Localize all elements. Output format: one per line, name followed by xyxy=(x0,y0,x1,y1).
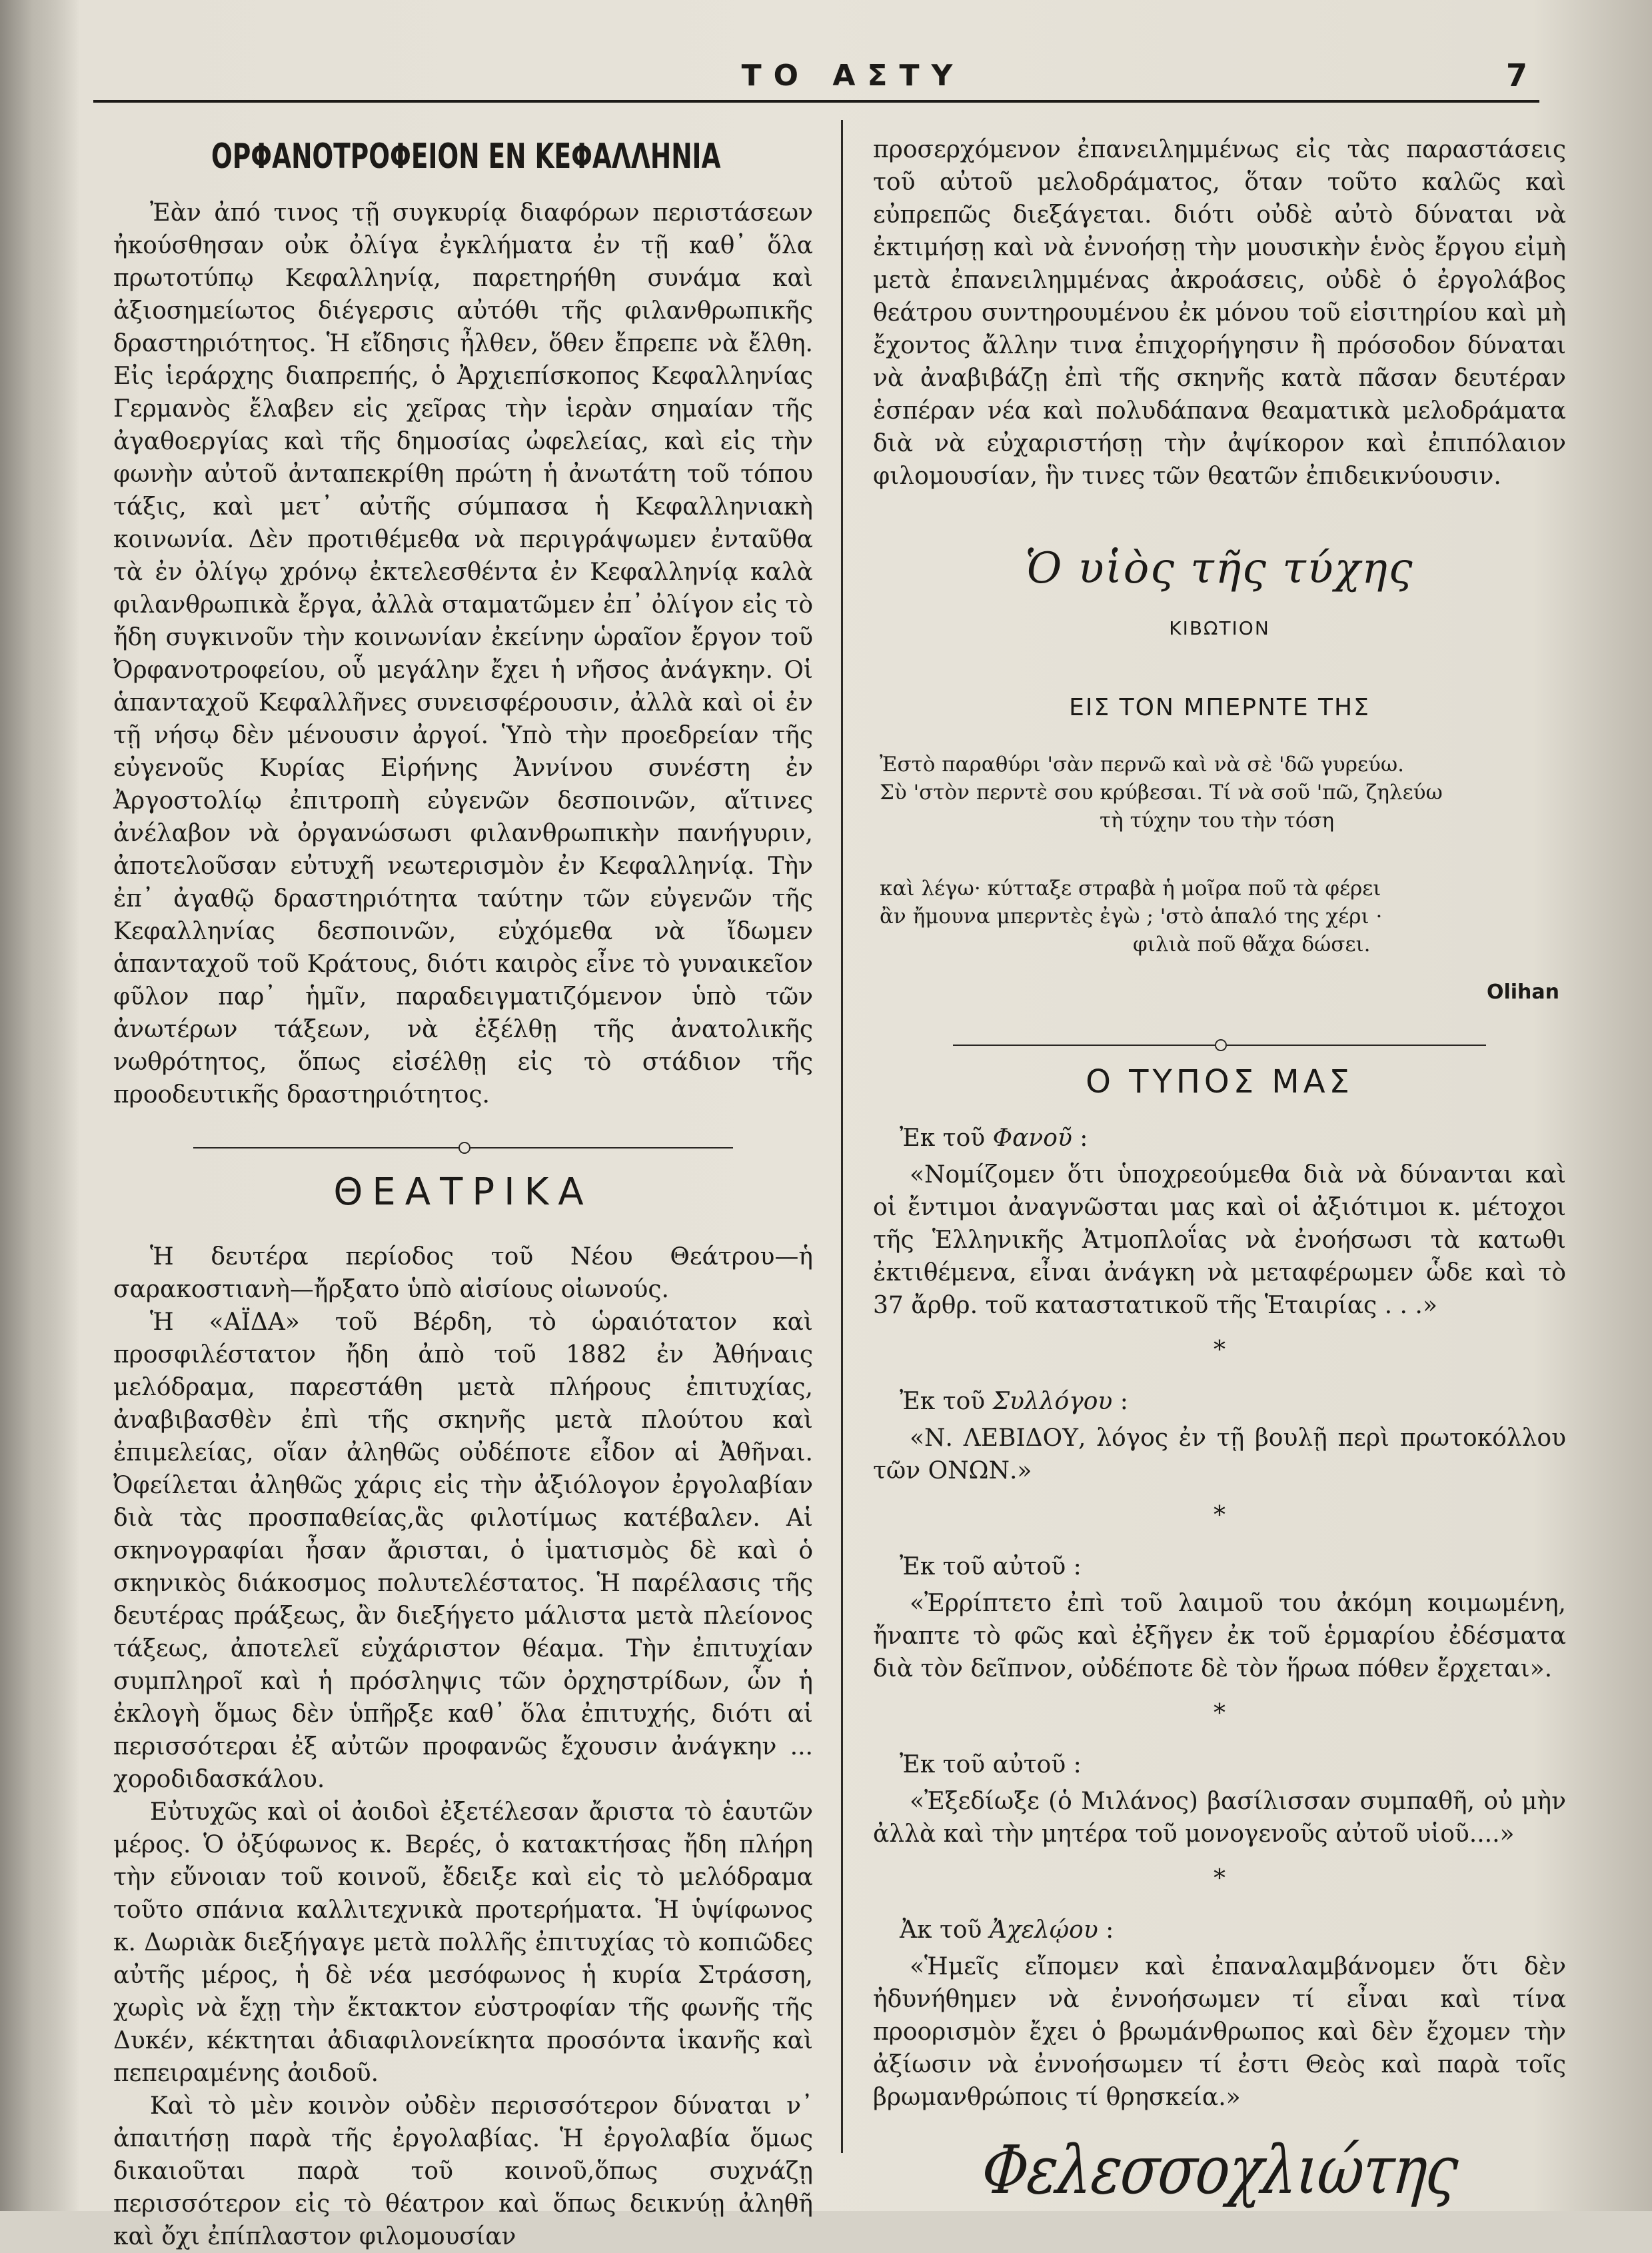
left-column xyxy=(113,130,813,2253)
section-divider xyxy=(873,1035,1566,1055)
press-quote: «Νομίζομεν ὅτι ὑποχρεούμεθα διὰ νὰ δύνανται καὶ οἱ ἔντιμοι ἀναγνῶσται μας καὶ οἱ ἀξιότιμοι κ. μέτοχοι τῆς Ἑλληνικῆς Ἀτμοπλοΐας νὰ ἐνοήσωσι τὰ κατωθι ἐκτιθέμενα, εἶναι ἀνάγκη νὰ μεταφέρωμεν ὧδε καὶ τὸ 37 ἄρθρ. τοῦ καταστατικοῦ τῆς Ἑταιρίας . . .» xyxy=(873,1161,1566,1319)
source-suffix: : xyxy=(1098,1916,1114,1944)
article-paragraph: Ἐὰν ἀπό τινος τῇ συγκυρίᾳ διαφόρων περιστάσεων ἠκούσθησαν οὐκ ὀλίγα ἐγκλήματα ἐν τῇ καθ᾽ ὅλα πρωτοτύπῳ Κεφαλληνίᾳ, παρετηρήθη συνάμα καὶ ἀξιοσημείωτος διέγερσις αὐτόθι τῆς φιλανθρωπικῆς δραστηριότητος. Ἡ εἴδησις ἦλθεν, ὅθεν ἔπρεπε νὰ ἔλθη. Εἰς ἱεράρχης διαπρεπής, ὁ Ἀρχιεπίσκοπος Κεφαλληνίας Γερμανὸς ἔλαβεν εἰς χεῖρας τὴν ἱερὰν σημαίαν τῆς ἀγαθοεργίας καὶ τῆς δημοσίας ὠφελείας, καὶ εἰς τὴν φωνὴν αὐτοῦ ἀνταπεκρίθη πρώτη ἡ ἀνωτάτη τοῦ τόπου τάξις, καὶ μετ᾽ αὐτῆς σύμπασα ἡ Κεφαλληνιακὴ κοινωνία. Δὲν προτιθέμεθα νὰ περιγράψωμεν ἐνταῦθα τὰ ἐν ὀλίγῳ χρόνῳ ἐκτελεσθέντα ἐν Κεφαλληνίᾳ καλὰ φιλανθρωπικὰ ἔργα, ἀλλὰ σταματῶμεν ἐπ᾽ ὀλίγον εἰς τὸ ἤδη συγκινοῦν τὴν κοινωνίαν ἐκείνην ὡραῖον ἔργον τοῦ Ὀρφανοτροφείου, οὗ μεγάλην ἔχει ἡ νῆσος ἀνάγκην. Οἱ ἁπανταχοῦ Κεφαλλῆνες συνεισφέρουσιν, ἀλλὰ καὶ οἱ ἐν τῇ νήσῳ δὲν μένουσιν ἀργοί. Ὑπὸ τὴν προεδρείαν τῆς εὐγενοῦς Κυρίας Εἰρήνης Ἀννίνου συνέστη ἐν Ἀργοστολίῳ ἐπιτροπὴ εὐγενῶν δεσποινῶν, αἵτινες ἀνέλαβον νὰ ὀργανώσωσι φιλανθρωπικὴν πανήγυριν, ἀποτελοῦσαν εὐτυχῆ νεωτερισμὸν ἐν Κεφαλληνίᾳ. Τὴν ἐπ᾽ ἀγαθῷ δραστηριότητα ταύτην τῶν εὐγενῶν τῆς Κεφαλληνίας δεσποινῶν, εὐχόμεθα νὰ ἴδωμεν ἁπανταχοῦ τοῦ Κράτους, διότι καιρὸς εἶνε τὸ γυναικεῖον φῦλον παρ᾽ ἡμῖν, παραδειγματιζόμενον ὑπὸ τῶν ἀνωτέρων τάξεων, νὰ ἐξέλθῃ τῆς ἀνατολικῆς νωθρότητος, ὅπως εἰσέλθῃ εἰς τὸ στάδιον τῆς προοδευτικῆς δραστηριότητος. xyxy=(113,199,813,1109)
source-prefix: Ἐκ τοῦ xyxy=(900,1388,993,1415)
poem-line: καὶ λέγω· κύτταξε στραβὰ ἡ μοῖρα ποῦ τὰ φέρει xyxy=(880,877,1381,901)
poem-line: ἂν ἤμουνα μπερντὲς ἐγὼ ; 'στὸ ἁπαλό της χέρι · xyxy=(880,905,1383,929)
press-item xyxy=(873,1385,1566,1487)
section-label: ΚΙΒΩΤΙΟΝ xyxy=(1169,617,1270,639)
source-prefix: Ἐκ τοῦ xyxy=(900,1125,993,1152)
handwritten-signoff: Ὁ υἱὸς τῆς τύχης xyxy=(1025,544,1414,593)
header-rule xyxy=(93,100,1539,103)
press-source: Ἐκ τοῦ αὐτοῦ : xyxy=(900,1553,1082,1580)
press-item xyxy=(873,1122,1566,1322)
press-quote: «Ἐξεδίωξε (ὁ Μιλάνος) βασίλισσαν συμπαθῆ, οὐ μὴν ἀλλὰ καὶ τὴν μητέρα τοῦ μονογενοῦς αὐτοῦ υἱοῦ....» xyxy=(873,1788,1566,1848)
poem-stanza-gap xyxy=(880,835,1566,875)
press-section-title: Ο ΤΥΠΟΣ ΜΑΣ xyxy=(1086,1063,1353,1101)
source-name: Ἀχελῴου xyxy=(989,1916,1098,1944)
divider-ornament xyxy=(458,1142,470,1154)
article-paragraph: Ἡ δευτέρα περίοδος τοῦ Νέου Θεάτρου—ἡ σαρακοστιανὴ—ἤρξατο ὑπὸ αἰσίους οἰωνούς. xyxy=(113,1243,813,1303)
source-suffix: : xyxy=(1072,1125,1088,1152)
poem xyxy=(880,751,1566,959)
star-separator: * xyxy=(1214,1336,1226,1364)
poem-line: φιλιὰ ποῦ θἄχα δώσει. xyxy=(1133,933,1371,957)
press-quote: «Ἐρρίπτετο ἐπὶ τοῦ λαιμοῦ του ἀκόμη κοιμωμένη, ἤναπτε τὸ φῶς καὶ ἐξῆγεν ἐκ τοῦ ἑρμαρίου ἐδέσματα διὰ τὸν δεῖπνον, οὐδέποτε δὲ τὸν ἥρωα πόθεν ἔρχεται». xyxy=(873,1590,1566,1682)
article-paragraph: Ἡ «ΑΪΔΑ» τοῦ Βέρδη, τὸ ὡραιότατον καὶ προσφιλέστατον ἤδη ἀπὸ τοῦ 1882 ἐν Ἀθήναις μελόδραμα, παρεστάθη μετὰ πλήρους ἐπιτυχίας, ἀναβιβασθὲν ἐπὶ τῆς σκηνῆς μετὰ πλούτου καὶ ἐπιμελείας, οἵαν ἀληθῶς οὐδέποτε εἶδον αἱ Ἀθῆναι. Ὀφείλεται ἀληθῶς χάρις εἰς τὴν ἀξιόλογον ἐργολαβίαν διὰ τὰς προσπαθείας,ἃς φιλοτίμως κατέβαλεν. Αἱ σκηνογραφίαι ἦσαν ἄρισται, ὁ ἱματισμὸς δὲ καὶ ὁ σκηνικὸς διάκοσμος πολυτελέστατος. Ἡ παρέλασις τῆς δευτέρας πράξεως, ἂν διεξήγετο μάλιστα μετὰ πλείονος τάξεως, ἀποτελεῖ εὐχάριστον θέαμα. Τὴν ἐπιτυχίαν συμπληροῖ καὶ ἡ πρόσληψις τῶν ὀρχηστρίδων, ὧν ἡ ἐκλογὴ ὅμως δὲν ὑπῆρξε καθ᾽ ὅλα ἐπιτυχής, διότι αἱ περισσότεραι ἐξ αὐτῶν προφανῶς ἔχουσιν ἀνάγκην ... χοροδιδασκάλου. xyxy=(113,1308,813,1793)
press-quote: «Ἡμεῖς εἴπομεν καὶ ἐπαναλαμβάνομεν ὅτι δὲν ἠδυνήθημεν νὰ ἐννοήσωμεν τί εἶναι καὶ τίνα προορισμὸν ἔχει ὁ βρωμάνθρωπος καὶ δὲν ἔχομεν τὴν ἀξίωσιν νὰ ἐννοήσωμεν τί ἐστι Θεὸς καὶ παρὰ τοῖς βρωμανθρώποις τί θρησκεία.» xyxy=(873,1953,1566,2111)
poem-line: Ἐστὸ παραθύρι 'σὰν περνῶ καὶ νὰ σὲ 'δῶ γυρεύω. xyxy=(880,753,1404,777)
handwritten-signature: Φελεσσοχλιώτης xyxy=(978,2131,1461,2209)
press-source: Ἐκ τοῦ αὐτοῦ : xyxy=(900,1751,1082,1778)
poem-line: τὴ τύχην του τὴν τόση xyxy=(1100,809,1335,833)
press-item xyxy=(873,1748,1566,1850)
star-separator: * xyxy=(1214,1502,1226,1529)
article-paragraph: Καὶ τὸ μὲν κοινὸν οὐδὲν περισσότερον δύναται ν᾽ ἀπαιτήσῃ παρὰ τῆς ἐργολαβίας. Ἡ ἐργολαβία ὅμως δικαιοῦται παρὰ τοῦ κοινοῦ,ὅπως συχνάζῃ περισσότερον εἰς τὸ θέατρον καὶ ὅπως δεικνύῃ ἀληθῆ καὶ ὄχι ἐπίπλαστον φιλομουσίαν xyxy=(113,2092,813,2250)
binding-shadow xyxy=(0,0,80,2211)
press-source xyxy=(873,1914,1566,1946)
column-rule xyxy=(841,120,843,2153)
press-quote: «Ν. ΛΕΒΙΔΟΥ, λόγος ἐν τῇ βουλῇ περὶ πρωτοκόλλου τῶν ΟΝΩΝ.» xyxy=(873,1424,1566,1484)
poem-title: ΕΙΣ ΤΟΝ ΜΠΕΡΝΤΕ ΤΗΣ xyxy=(1069,694,1370,721)
press-item xyxy=(873,1550,1566,1685)
article-title-theatre: ΘΕΑΤΡΙΚΑ xyxy=(333,1170,593,1214)
source-prefix: Ἀκ τοῦ xyxy=(900,1916,990,1944)
press-item xyxy=(873,1914,1566,2114)
poem-line: Σὺ 'στὸν περντὲ σου κρύβεσαι. Τί νὰ σοῦ 'πῶ, ζηλεύω xyxy=(880,781,1443,805)
source-suffix: : xyxy=(1112,1388,1128,1415)
star-separator: * xyxy=(1214,1700,1226,1727)
star-separator: * xyxy=(1214,1865,1226,1892)
article-title-orphanage: ΟΡΦΑΝΟΤΡΟΦΕΙΟΝ ΕΝ ΚΕΦΑΛΛΗΝΙΑ xyxy=(211,137,721,177)
source-name: Φανοῦ xyxy=(992,1125,1072,1152)
source-name: Συλλόγου xyxy=(992,1388,1113,1415)
divider-ornament xyxy=(1215,1039,1227,1051)
running-title: ΤΟ ΑΣΤΥ xyxy=(741,59,965,93)
press-source xyxy=(873,1385,1566,1418)
article-paragraph: Εὐτυχῶς καὶ οἱ ἀοιδοὶ ἐξετέλεσαν ἄριστα τὸ ἑαυτῶν μέρος. Ὁ ὀξύφωνος κ. Βερές, ὁ κατακτήσας ἤδη πλήρη τὴν εὔνοιαν τοῦ κοινοῦ, ἔδειξε καὶ εἰς τὸ μελόδραμα τοῦτο σπάνια καλλιτεχνικὰ προτερήματα. Ἡ ὑψίφωνος κ. Δωριὰκ διεξήγαγε μετὰ πολλῆς ἐπιτυχίας τὸ κοπιῶδες αὐτῆς μέρος, ἡ δὲ νέα μεσόφωνος ἡ κυρία Στράσση, χωρὶς νὰ ἔχῃ τὴν ἔκτακτον εὐστροφίαν τῆς φωνῆς τῆς Δυκέν, κέκτηται ἀδιαφιλονείκητα προσόντα ἱκανῆς καὶ πεπειραμένης ἀοιδοῦ. xyxy=(113,1798,813,2087)
page-number: 7 xyxy=(1506,57,1528,93)
right-column xyxy=(873,133,1566,2209)
press-source xyxy=(873,1122,1566,1154)
poem-author: Olihan xyxy=(1486,981,1559,1004)
section-divider xyxy=(113,1138,813,1158)
continuation-paragraph: προσερχόμενον ἐπανειλημμένως εἰς τὰς παραστάσεις τοῦ αὐτοῦ μελοδράματος, ὅταν τοῦτο καλῶς καὶ εὐπρεπῶς διεξάγεται. διότι οὐδὲ αὐτὸ δύναται νὰ ἐκτιμήσῃ καὶ νὰ ἐννοήσῃ τὴν μουσικὴν ἑνὸς ἔργου εἰμὴ μετὰ ἐπανειλημμένας ἀκροάσεις, οὐδὲ ὁ ἐργολάβος θεάτρου συντηρουμένου ἐκ μόνου τοῦ εἰσιτηρίου καὶ μὴ ἔχοντος ἄλλην τινα ἐπιχορήγησιν ἢ πρόσοδον δύναται νὰ ἀναβιβάζῃ ἐπὶ τῆς σκηνῆς κατὰ πᾶσαν δευτέραν ἑσπέραν νέα καὶ πολυδάπανα θεαματικὰ μελοδράματα διὰ νὰ εὐχαριστήσῃ τὴν ἀψίκορον καὶ ἐπιπόλαιον φιλομουσίαν, ἣν τινες τῶν θεατῶν ἐπιδεικνύουσιν. xyxy=(873,136,1566,490)
